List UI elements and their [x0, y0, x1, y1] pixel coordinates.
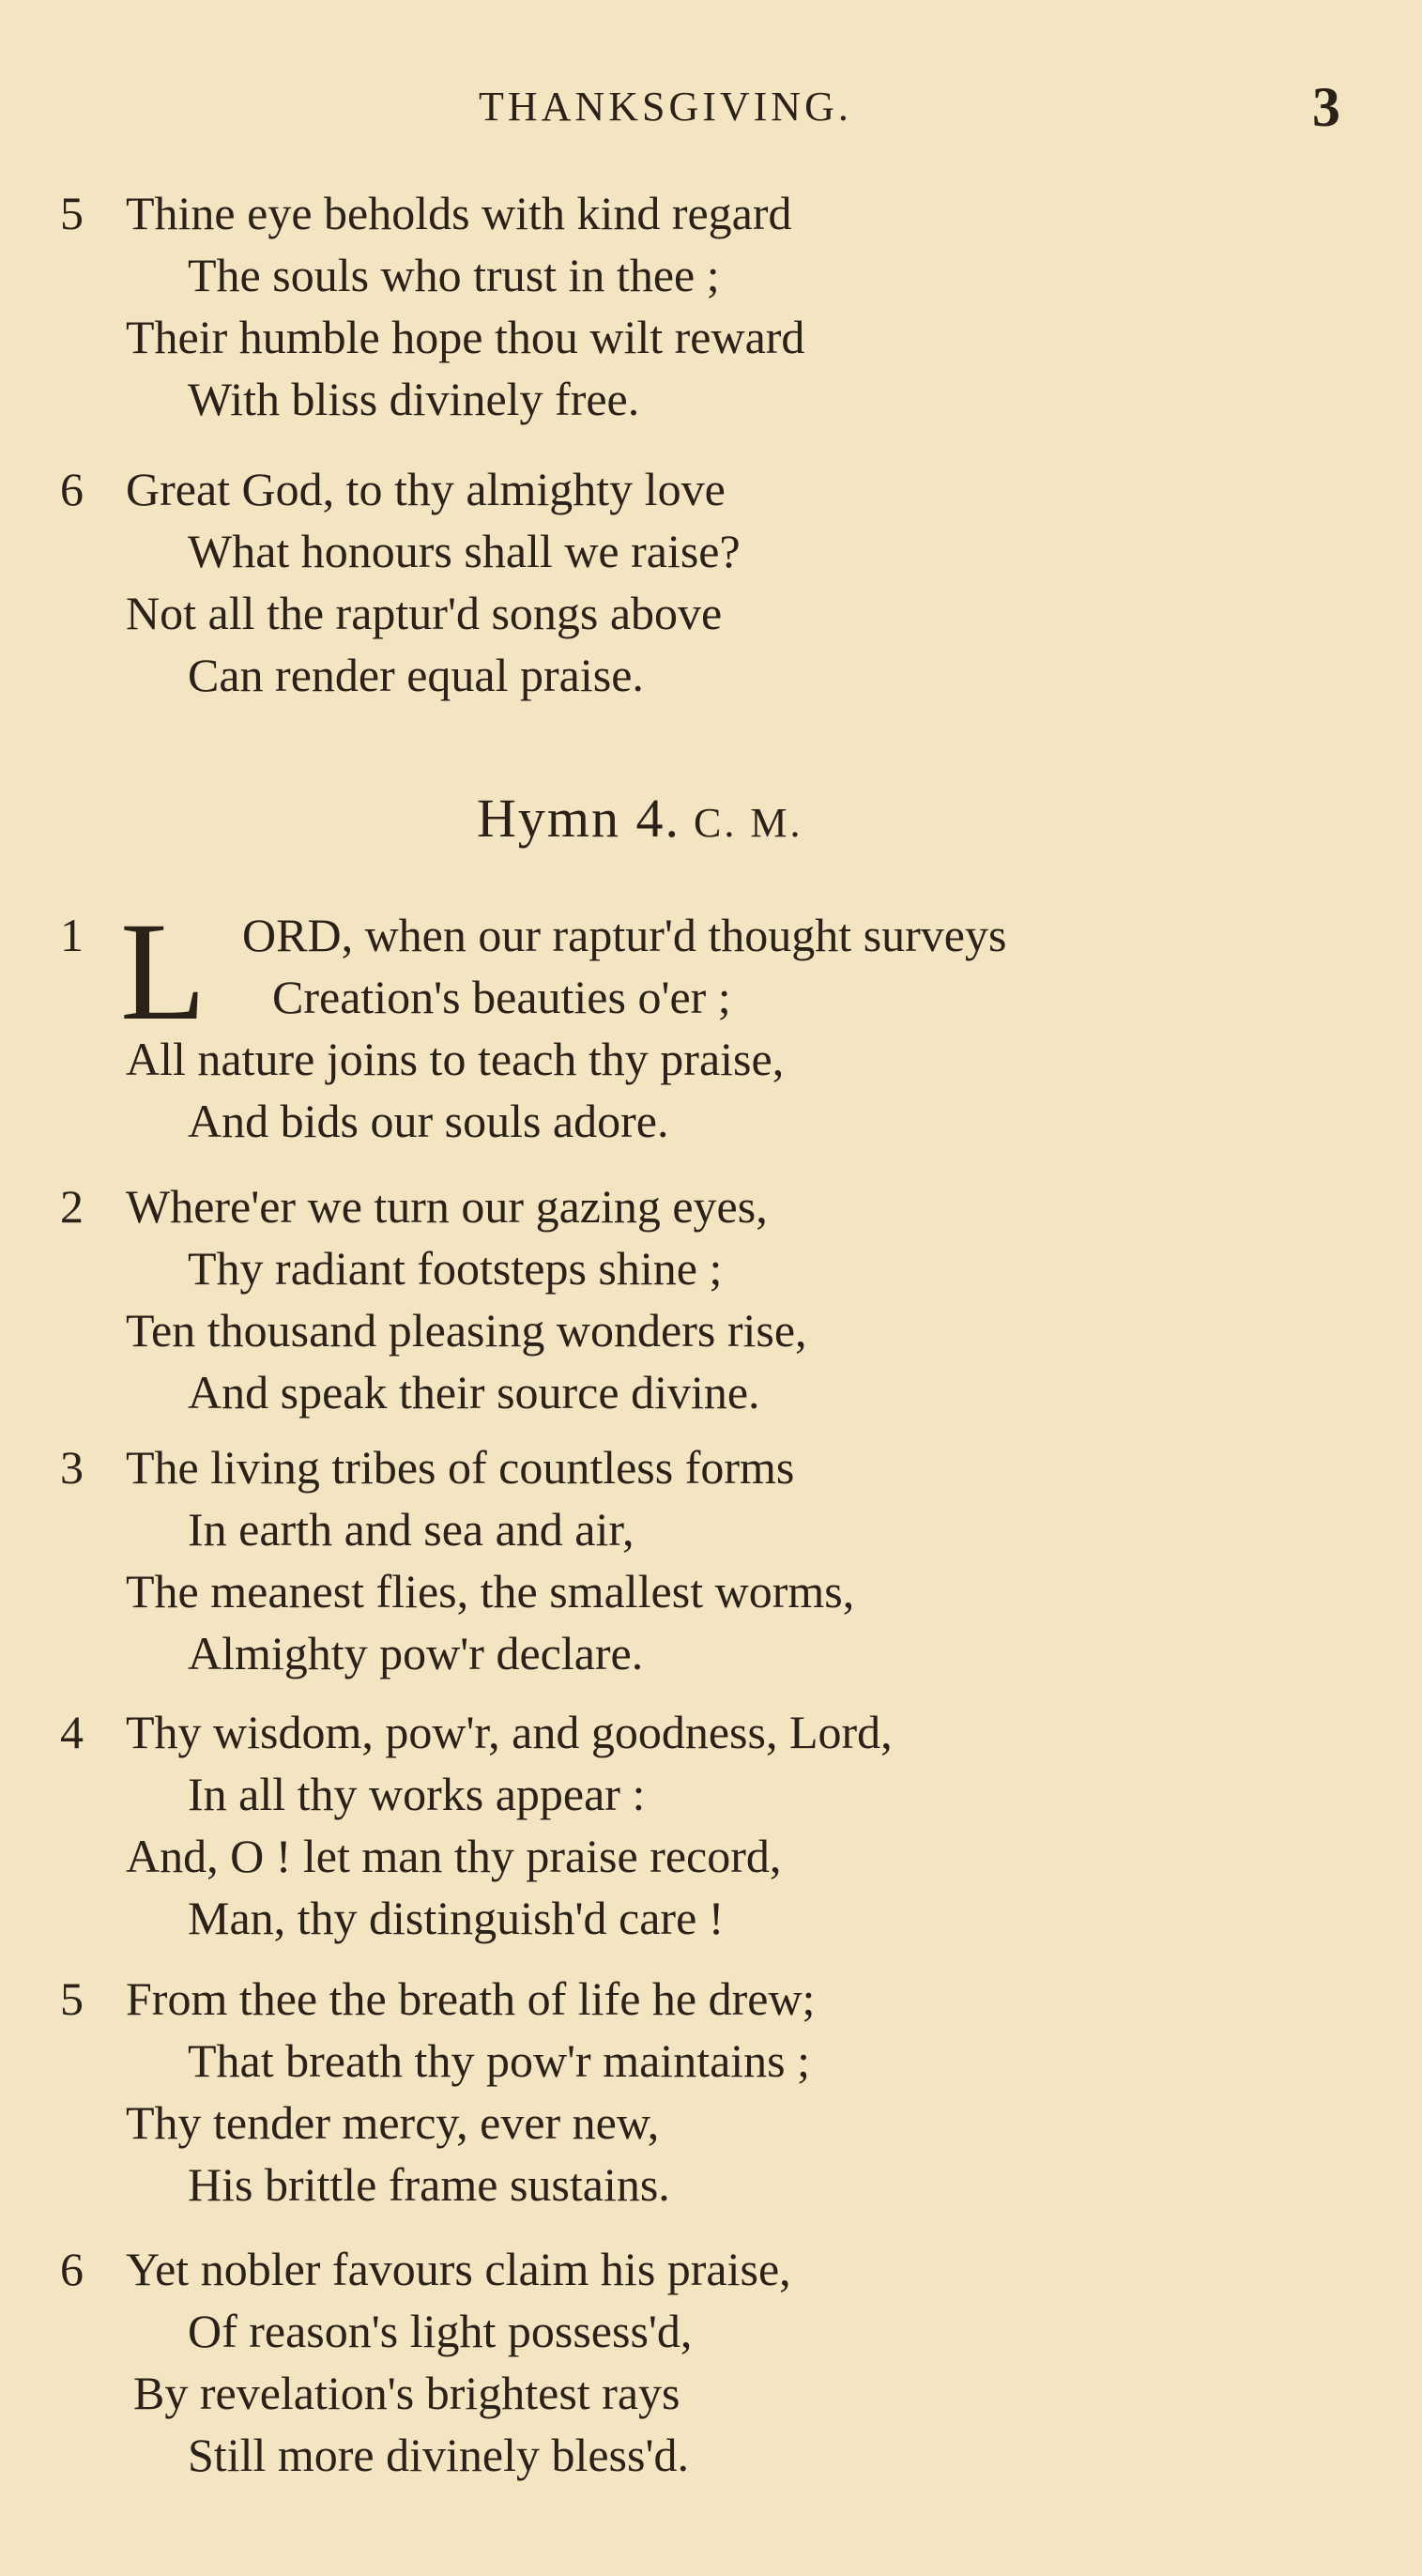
- verse-line: Their humble hope thou wilt reward: [126, 311, 805, 363]
- hymn-meter: C. M.: [694, 800, 803, 846]
- verse-line: Not all the raptur'd songs above: [126, 587, 723, 639]
- verse-line: ORD, when our raptur'd thought surveys: [242, 909, 1007, 961]
- verse-line: All nature joins to teach thy praise,: [126, 1033, 785, 1085]
- verse-line: Still more divinely bless'd.: [188, 2429, 689, 2481]
- stanza-number: 2: [60, 1180, 84, 1233]
- verse-line: The living tribes of countless forms: [126, 1441, 795, 1494]
- verse-line: Where'er we turn our gazing eyes,: [126, 1180, 768, 1233]
- running-title: THANKSGIVING.: [479, 84, 852, 130]
- verse-line: With bliss divinely free.: [188, 373, 640, 425]
- page-number: 3: [1312, 76, 1340, 138]
- stanza-number: 6: [60, 463, 84, 515]
- verse-line: Thy radiant footsteps shine ;: [188, 1242, 723, 1295]
- hymn-heading: [477, 787, 803, 850]
- verse-line: His brittle frame sustains.: [188, 2158, 670, 2211]
- verse-line: Almighty pow'r declare.: [188, 1627, 644, 1679]
- drop-cap: L: [120, 894, 206, 1050]
- verse-line: From thee the breath of life he drew;: [126, 1972, 816, 2025]
- verse-line: And, O ! let man thy praise record,: [126, 1830, 782, 1882]
- stanza-number: 1: [60, 909, 84, 961]
- verse-line: Yet nobler favours claim his praise,: [126, 2243, 791, 2295]
- verse-line: Great God, to thy almighty love: [126, 463, 726, 515]
- verse-line: Creation's beauties o'er ;: [272, 971, 731, 1023]
- running-head: [0, 76, 1422, 139]
- verse-line: And bids our souls adore.: [188, 1095, 669, 1147]
- verse-line: The meanest flies, the smallest worms,: [126, 1565, 855, 1618]
- stanza-number: 5: [60, 1972, 84, 2025]
- verse-line: That breath thy pow'r maintains ;: [188, 2034, 811, 2087]
- verse-line: Thy wisdom, pow'r, and goodness, Lord,: [126, 1706, 893, 1758]
- verse-line: Can render equal praise.: [188, 649, 644, 701]
- verse-line: In earth and sea and air,: [188, 1503, 635, 1556]
- stanza-number: 5: [60, 187, 84, 239]
- verse-line: The souls who trust in thee ;: [188, 249, 720, 301]
- verse-line: Ten thousand pleasing wonders rise,: [126, 1304, 807, 1357]
- verse-line: Of reason's light possess'd,: [188, 2305, 693, 2357]
- stanza-number: 6: [60, 2243, 84, 2295]
- verse-line: Thy tender mercy, ever new,: [126, 2096, 660, 2149]
- verse-line: What honours shall we raise?: [188, 525, 741, 577]
- verse-line: In all thy works appear :: [188, 1768, 646, 1820]
- verse-line: Man, thy distinguish'd care !: [188, 1892, 725, 1944]
- verse-line: Thine eye beholds with kind regard: [126, 187, 792, 239]
- stanza-number: 4: [60, 1706, 84, 1758]
- verse-line: And speak their source divine.: [188, 1366, 760, 1418]
- hymn-title: Hymn 4.: [477, 788, 680, 849]
- verse-line: By revelation's brightest rays: [133, 2367, 680, 2419]
- stanza-number: 3: [60, 1441, 84, 1494]
